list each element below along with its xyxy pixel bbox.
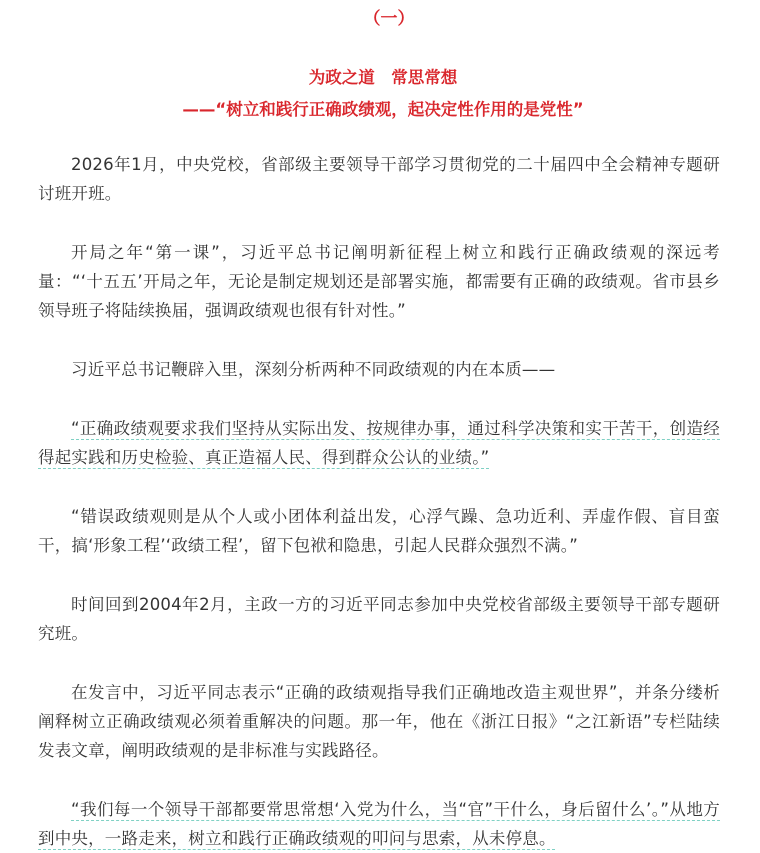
paragraph-3: 习近平总书记鞭辟入里，深刻分析两种不同政绩观的内在本质—— bbox=[71, 360, 556, 379]
quote-text: “我们每一个领导干部都要常思常想‘入党为什么，当“官”干什么，身后留什么’。”从地方到中央，一路走来，树立和践行正确政绩观的叩问与思索，从未停息。 bbox=[38, 800, 720, 848]
paragraph-4-quote bbox=[38, 414, 720, 472]
paragraph-2: 开局之年“第一课”，习近平总书记阐明新征程上树立和践行正确政绩观的深远考量：“‘十五五’开局之年，无论是制定规划还是部署实施，都需要有正确的政绩观。省市县乡领导班子将陆续换届，强调政绩观也很有针对性。” bbox=[38, 243, 720, 320]
paragraph-6: 时间回到2004年2月，主政一方的习近平同志参加中央党校省部级主要领导干部专题研究班。 bbox=[38, 595, 720, 643]
paragraph-5: “错误政绩观则是从个人或小团体利益出发，心浮气躁、急功近利、弄虚作假、盲目蛮干，搞‘形象工程’‘政绩工程’，留下包袱和隐患，引起人民群众强烈不满。” bbox=[38, 507, 720, 555]
paragraph-1: 2026年1月，中央党校，省部级主要领导干部学习贯彻党的二十届四中全会精神专题研讨班开班。 bbox=[38, 155, 720, 203]
quote-text: “正确政绩观要求我们坚持从实际出发、按规律办事，通过科学决策和实干苦干，创造经得起实践和历史检验、真正造福人民、得到群众公认的业绩。” bbox=[38, 419, 720, 467]
section-number: （一） bbox=[363, 9, 415, 29]
section-title: 为政之道 常思常想 bbox=[308, 68, 458, 87]
paragraph-8-quote bbox=[38, 795, 720, 853]
paragraph-7: 在发言中，习近平同志表示“正确的政绩观指导我们正确地改造主观世界”，并条分缕析阐释树立正确政绩观必须着重解决的问题。那一年，他在《浙江日报》“之江新语”专栏陆续发表文章，阐明政绩观的是非标准与实践路径。 bbox=[38, 683, 720, 760]
section-subtitle: ——“树立和践行正确政绩观，起决定性作用的是党性” bbox=[182, 100, 584, 119]
